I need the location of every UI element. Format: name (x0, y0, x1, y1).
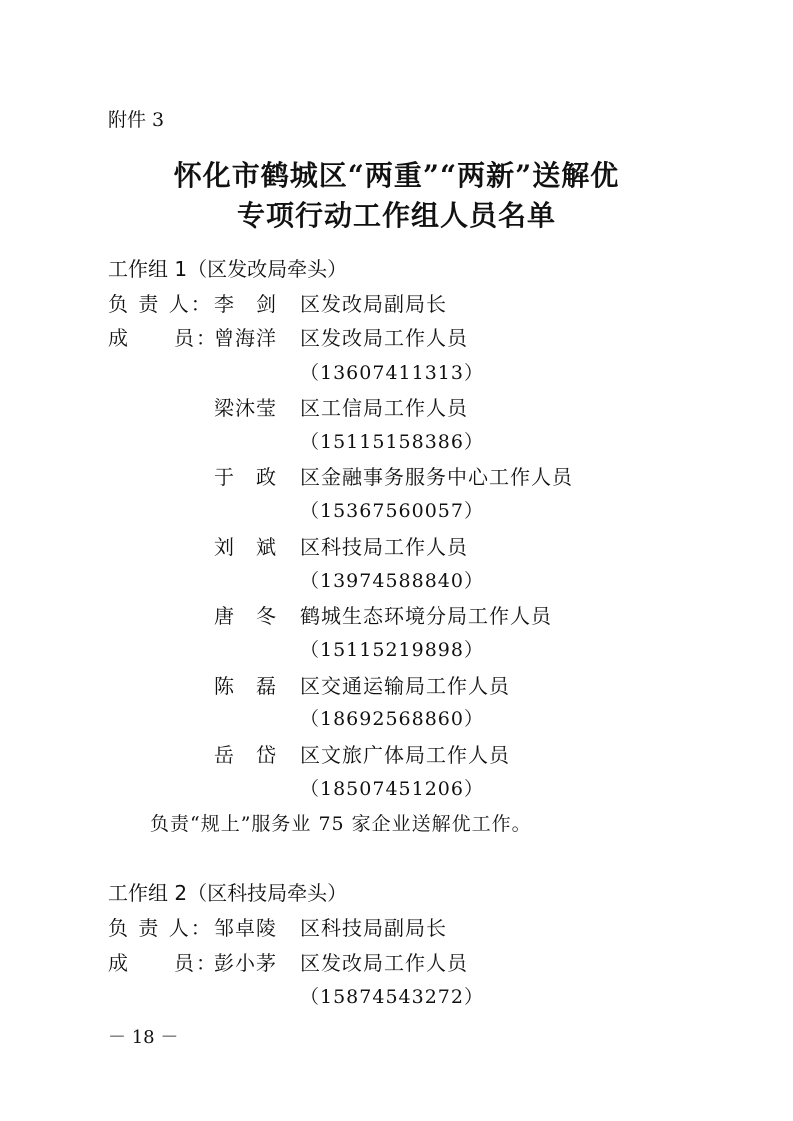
group-1-leader-role: 区发改局副局长 (300, 292, 447, 316)
group-1-responsibility: 负责“规上”服务业 75 家企业送解优工作。 (150, 813, 532, 835)
member-role: 区交通运输局工作人员 (300, 674, 510, 698)
member-role: 区文旅广体局工作人员 (300, 743, 510, 767)
group-1-heading: 工作组 1（区发改局牵头） (108, 257, 348, 281)
member-phone: （15367560057） (300, 500, 484, 522)
group-1-member-label: 成 员： (108, 326, 218, 350)
member-phone: （15874543272） (300, 986, 484, 1008)
attachment-label: 附件 3 (108, 109, 165, 131)
member-name: 唐 冬 (214, 604, 277, 628)
member-role: 区科技局工作人员 (300, 535, 468, 559)
member-name: 曾海洋 (214, 326, 277, 350)
member-role: 区金融事务服务中心工作人员 (300, 465, 573, 489)
member-phone: （13607411313） (300, 362, 484, 384)
member-name: 于 政 (214, 465, 277, 489)
group-2-leader-name: 邹卓陵 (214, 916, 277, 940)
member-name: 梁沐莹 (214, 396, 277, 420)
member-phone: （15115158386） (300, 431, 484, 453)
group-2-leader-label: 负 责 人： (108, 916, 213, 940)
member-name: 彭小茅 (214, 951, 277, 975)
member-phone: （18692568860） (300, 708, 484, 730)
group-1-leader-label: 负 责 人： (108, 292, 213, 316)
member-role: 区发改局工作人员 (300, 951, 468, 975)
document-title-line-1: 怀化市鹤城区“两重”“两新”送解优 (173, 159, 620, 192)
member-role: 区发改局工作人员 (300, 326, 468, 350)
group-2-heading: 工作组 2（区科技局牵头） (108, 881, 348, 905)
document-title-line-2: 专项行动工作组人员名单 (236, 199, 556, 232)
member-phone: （18507451206） (300, 778, 484, 800)
group-1-leader-name: 李 剑 (214, 292, 277, 316)
member-name: 陈 磊 (214, 674, 277, 698)
group-2-leader-role: 区科技局副局长 (300, 916, 447, 940)
group-2-member-label: 成 员： (108, 951, 218, 975)
member-phone: （13974588840） (300, 570, 484, 592)
page-number: － 18 － (108, 1027, 179, 1048)
member-phone: （15115219898） (300, 639, 484, 661)
member-name: 岳 岱 (214, 743, 277, 767)
member-role: 鹤城生态环境分局工作人员 (300, 604, 552, 628)
member-role: 区工信局工作人员 (300, 396, 468, 420)
member-name: 刘 斌 (214, 535, 277, 559)
